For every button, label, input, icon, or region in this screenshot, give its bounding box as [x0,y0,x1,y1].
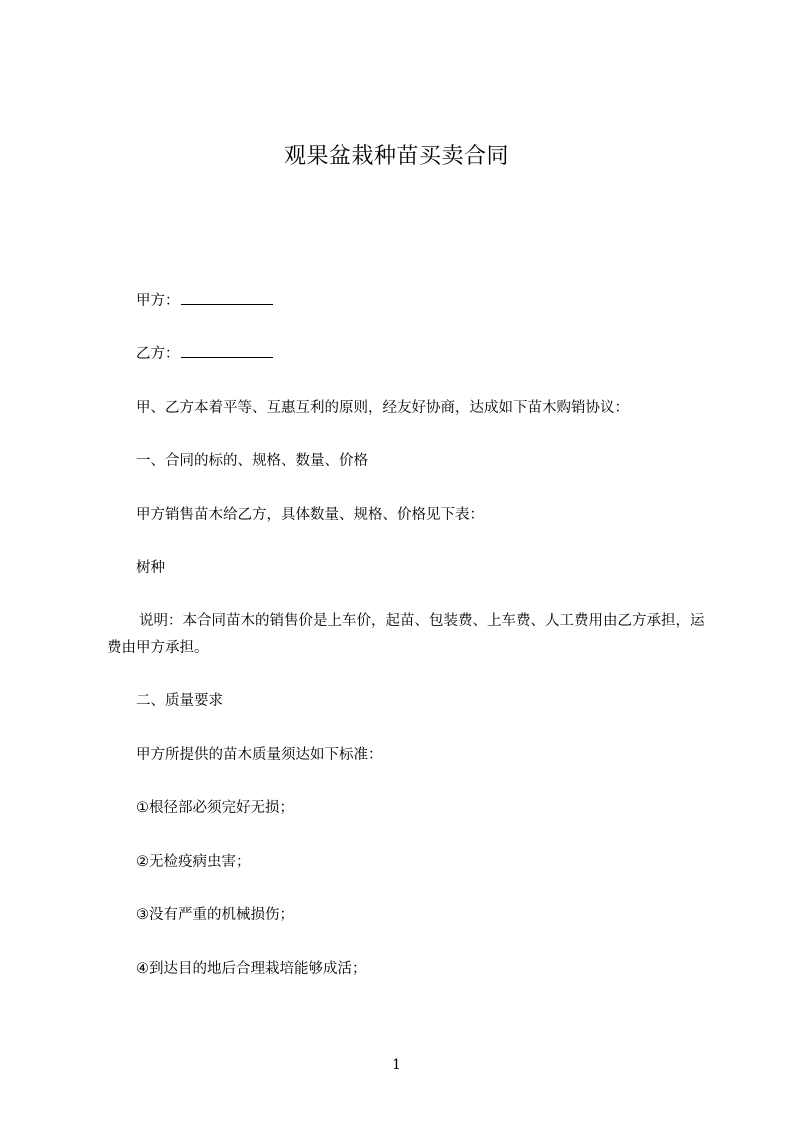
pricing-note: 说明：本合同苗木的销售价是上车价，起苗、包装费、上车费、人工费用由乙方承担，运费由甲方承担。 [107,613,705,656]
party-b-blank [181,345,273,358]
document-title: 观果盆栽种苗买卖合同 [283,144,509,169]
table-header-tree-species: 树种 [136,560,165,576]
section2-text: 甲方所提供的苗木质量须达如下标准： [136,747,383,763]
party-a-blank [181,292,273,305]
section1-heading: 一、合同的标的、规格、数量、价格 [136,453,368,469]
party-a-line [136,291,273,311]
requirement-item: ①根径部必须完好无损； [136,800,294,816]
party-b-line [136,344,273,364]
section1-text: 甲方销售苗木给乙方，具体数量、规格、价格见下表： [136,507,484,523]
requirement-item: ④到达目的地后合理栽培能够成活； [136,961,367,977]
section2-heading: 二、质量要求 [136,693,223,709]
party-a-label: 甲方： [136,293,180,309]
requirement-item: ③没有严重的机械损伤； [136,907,294,923]
page-number: 1 [392,1057,401,1073]
party-b-label: 乙方： [136,346,180,362]
requirement-item: ②无检疫病虫害； [136,854,251,870]
intro-paragraph: 甲、乙方本着平等、互惠互利的原则，经友好协商，达成如下苗木购销协议： [136,400,629,416]
